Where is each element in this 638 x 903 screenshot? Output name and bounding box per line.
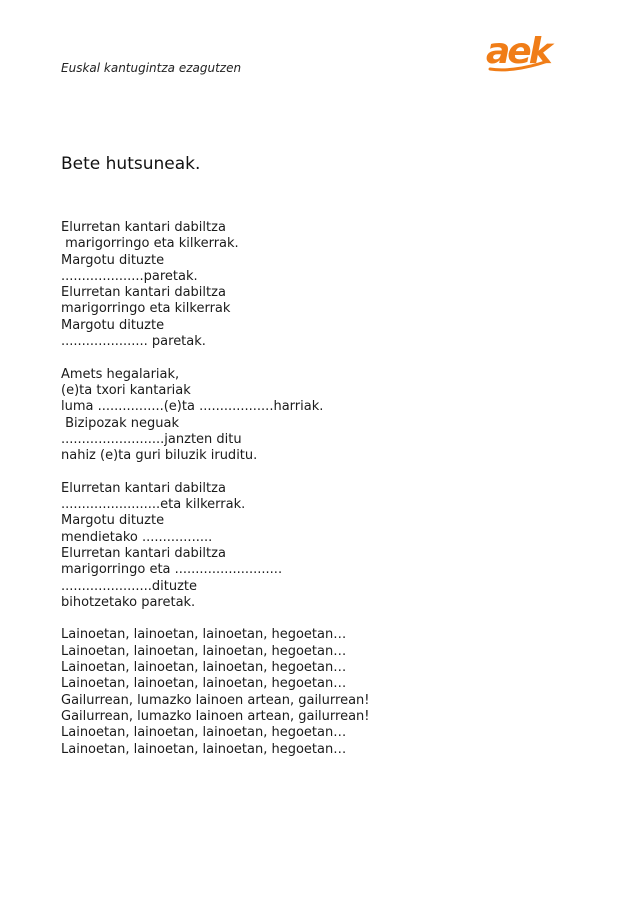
lyric-line: Elurretan kantari dabiltza	[61, 220, 226, 235]
lyric-line: marigorringo eta kilkerrak.	[61, 236, 239, 252]
page-title: Bete hutsuneak.	[61, 154, 201, 174]
lyric-line: ....................paretak.	[61, 268, 198, 284]
lyric-line: Gailurrean, lumazko lainoen artean, gailurrean!	[61, 692, 370, 708]
lyric-line: marigorringo eta kilkerrak	[61, 301, 231, 317]
lyric-line: Amets hegalariak,	[61, 366, 180, 382]
lyric-line: Margotu dituzte	[61, 317, 165, 333]
lyric-line: Lainoetan, lainoetan, lainoetan, hegoetan…	[61, 725, 347, 741]
aek-logo	[482, 25, 558, 77]
lyric-line: luma ................(e)ta ..................harriak.	[61, 399, 324, 415]
lyric-line: mendietako .................	[61, 529, 213, 545]
lyrics-body	[61, 220, 601, 758]
stanza-3	[61, 481, 601, 611]
lyric-line: ......................dituzte	[61, 578, 198, 594]
lyric-line: marigorringo eta ..........................	[61, 562, 283, 578]
stanza-1	[61, 220, 601, 350]
lyric-line: Elurretan kantari dabiltza	[61, 285, 226, 301]
stanza-gap	[61, 611, 601, 627]
stanza-gap	[61, 350, 601, 366]
lyric-line: Margotu dituzte	[61, 513, 165, 529]
lyric-line: nahiz (e)ta guri biluzik iruditu.	[61, 448, 258, 464]
lyric-line: ..................... paretak.	[61, 334, 206, 350]
lyric-line: Lainoetan, lainoetan, lainoetan, hegoetan…	[61, 660, 347, 676]
svg-text:aek: aek	[486, 31, 550, 72]
stanza-gap	[61, 464, 601, 480]
header-subtitle: Euskal kantugintza ezagutzen	[61, 61, 242, 75]
stanza-4	[61, 627, 601, 757]
lyric-line: Bizipozak neguak	[61, 415, 179, 431]
lyric-line: Elurretan kantari dabiltza	[61, 545, 226, 561]
stanza-2	[61, 367, 601, 465]
lyric-line: Lainoetan, lainoetan, lainoetan, hegoetan…	[61, 627, 347, 643]
lyric-line: Margotu dituzte	[61, 252, 165, 268]
lyric-line: Lainoetan, lainoetan, lainoetan, hegoetan…	[61, 643, 347, 659]
lyric-line: Gailurrean, lumazko lainoen artean, gailurrean!	[61, 708, 370, 724]
lyric-line: Lainoetan, lainoetan, lainoetan, hegoetan…	[61, 741, 347, 757]
lyric-line: ........................eta kilkerrak.	[61, 497, 246, 513]
lyric-line: Lainoetan, lainoetan, lainoetan, hegoetan…	[61, 676, 347, 692]
lyric-line: bihotzetako paretak.	[61, 594, 196, 610]
lyric-line: .........................janzten ditu	[61, 431, 242, 447]
lyric-line: Elurretan kantari dabiltza	[61, 480, 226, 496]
lyric-line: (e)ta txori kantariak	[61, 382, 191, 398]
